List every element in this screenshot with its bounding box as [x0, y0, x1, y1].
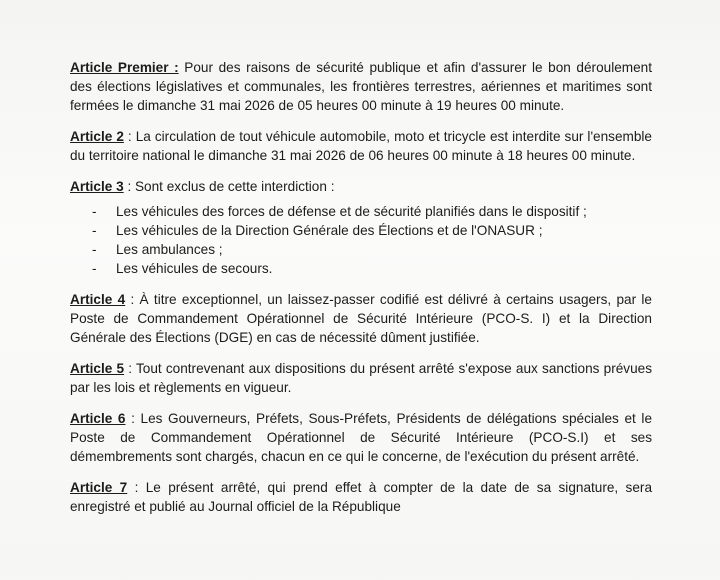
article-7 [70, 478, 652, 516]
article-2-text: : La circulation de tout véhicule automobile, moto et tricycle est interdite sur l'ensemble du territoire national le dimanche 31 mai 2026 de 06 heures 00 minute à 18 heures 00 minute. [70, 129, 652, 163]
article-6-label: Article 6 [70, 411, 126, 426]
bottom-edge-fade [0, 566, 720, 580]
article-6-text: : Les Gouverneurs, Préfets, Sous-Préfets, Présidents de délégations spéciales et le Poste de Commandement Opérationnel de Sécurité Intérieure (PCO-S.I) et ses démembrements sont chargés, chacun en ce qui le concerne, de l'exécution du présent arrêté. [70, 411, 653, 464]
article-3-label: Article 3 [70, 179, 124, 194]
article-3 [70, 177, 652, 196]
list-item: - Les véhicules des forces de défense et de sécurité planifiés dans le dispositif ; [92, 204, 587, 219]
list-item: - Les véhicules de secours. [92, 261, 273, 276]
article-3-text: : Sont exclus de cette interdiction : [127, 179, 335, 194]
article-4 [70, 290, 652, 347]
article-5 [70, 359, 652, 397]
article-2-label: Article 2 [70, 129, 124, 144]
article-1 [70, 58, 652, 115]
dash-bullet: - [92, 204, 97, 219]
article-1-text: Pour des raisons de sécurité publique et afin d'assurer le bon déroulement des élections législatives et communales, les frontières terrestres, aériennes et maritimes sont fermées le dimanche 31 mai 2026 de 05 heures 00 minute à 19 heures 00 minute. [70, 60, 653, 113]
article-7-text: : Le présent arrêté, qui prend effet à compter de la date de sa signature, sera enregistré et publié au Journal officiel de la République [70, 480, 652, 514]
list-item: - Les ambulances ; [92, 242, 223, 257]
article-5-label: Article 5 [70, 361, 125, 376]
article-1-label: Article Premier : [70, 60, 179, 75]
decree-body [70, 58, 652, 528]
list-item: - Les véhicules de la Direction Générale des Élections et de l'ONASUR ; [92, 223, 543, 238]
article-5-text: : Tout contrevenant aux dispositions du présent arrêté s'expose aux sanctions prévues par les lois et règlements en vigueur. [70, 361, 653, 395]
exclusion-list [70, 202, 652, 278]
dash-bullet: - [92, 223, 97, 238]
article-4-label: Article 4 [70, 292, 126, 307]
article-6 [70, 409, 652, 466]
dash-bullet: - [92, 261, 97, 276]
dash-bullet: - [92, 242, 97, 257]
article-7-label: Article 7 [70, 480, 128, 495]
article-4-text: : À titre exceptionnel, un laissez-passer codifié est délivré à certains usagers, par le Poste de Commandement Opérationnel de Sécurité Intérieure (PCO-S. I) et la Direction Générale des Élections (DGE) en cas de nécessité dûment justifiée. [70, 292, 652, 345]
article-2 [70, 127, 652, 165]
